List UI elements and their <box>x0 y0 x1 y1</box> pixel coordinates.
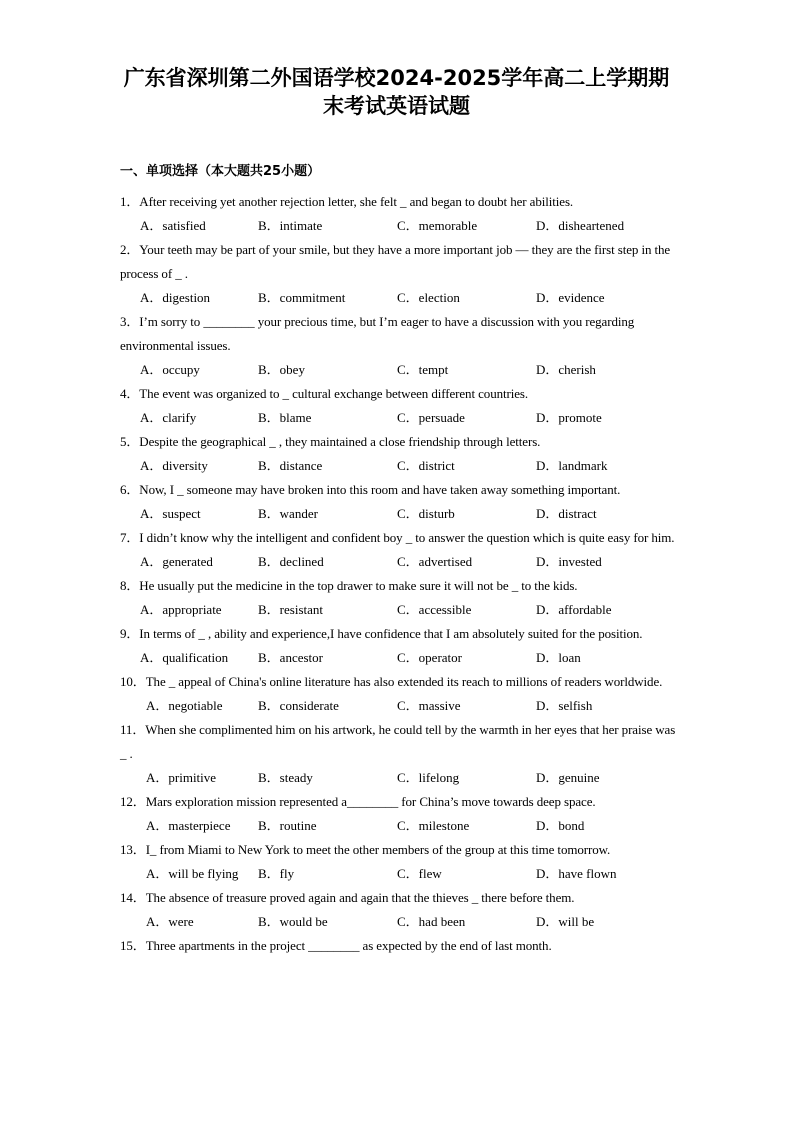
question-item <box>120 622 680 670</box>
question-item <box>120 310 680 382</box>
question-item <box>120 838 680 886</box>
option-d[interactable]: D．landmark <box>536 458 608 473</box>
option-b[interactable]: B．fly <box>258 866 295 881</box>
option-c[interactable]: C．advertised <box>397 554 473 569</box>
option-a[interactable]: A．qualification <box>140 650 229 665</box>
option-d[interactable]: D．disheartened <box>536 218 625 233</box>
option-row <box>120 358 680 382</box>
question-stem: 9．In terms of _ , ability and experience,I have confidence that I am absolutely suited for the position. <box>120 626 643 641</box>
option-row <box>120 502 680 526</box>
option-a[interactable]: A．primitive <box>146 770 217 785</box>
option-a[interactable]: A．masterpiece <box>146 818 231 833</box>
option-d[interactable]: D．genuine <box>536 770 600 785</box>
question-stem: 8．He usually put the medicine in the top drawer to make sure it will not be _ to the kids. <box>120 578 578 593</box>
option-c[interactable]: C．lifelong <box>397 770 460 785</box>
option-a[interactable]: A．suspect <box>140 506 201 521</box>
option-b[interactable]: B．declined <box>258 554 324 569</box>
option-row <box>120 214 680 238</box>
option-a[interactable]: A．appropriate <box>140 602 222 617</box>
question-item <box>120 670 680 718</box>
option-a[interactable]: A．digestion <box>140 290 211 305</box>
option-a[interactable]: A．satisfied <box>140 218 206 233</box>
option-a[interactable]: A．occupy <box>140 362 200 377</box>
option-row <box>120 598 680 622</box>
question-stem: 14．The absence of treasure proved again and again that the thieves _ there before them. <box>120 890 575 905</box>
question-item <box>120 886 680 934</box>
option-b[interactable]: B．considerate <box>258 698 339 713</box>
option-c[interactable]: C．persuade <box>397 410 465 425</box>
option-a[interactable]: A．negotiable <box>146 698 223 713</box>
option-d[interactable]: D．affordable <box>536 602 612 617</box>
option-d[interactable]: D．distract <box>536 506 597 521</box>
section-heading: 一、单项选择（本大题共25小题） <box>120 164 321 179</box>
title-line-2: 末考试英语试题 <box>323 94 470 118</box>
option-b[interactable]: B．blame <box>258 410 312 425</box>
option-a[interactable]: A．clarify <box>140 410 197 425</box>
question-stem: 6．Now, I _ someone may have broken into this room and have taken away something important. <box>120 482 621 497</box>
option-d[interactable]: D．evidence <box>536 290 605 305</box>
title-line-1: 广东省深圳第二外国语学校2024-2025学年高二上学期期 <box>123 66 670 90</box>
option-d[interactable]: D．bond <box>536 818 585 833</box>
option-a[interactable]: A．will be flying <box>146 866 239 881</box>
option-c[interactable]: C．massive <box>397 698 461 713</box>
question-stem: 1．After receiving yet another rejection letter, she felt _ and began to doubt her abilities. <box>120 194 574 209</box>
option-b[interactable]: B．would be <box>258 914 328 929</box>
option-a[interactable]: A．generated <box>140 554 213 569</box>
option-c[interactable]: C．accessible <box>397 602 472 617</box>
option-b[interactable]: B．steady <box>258 770 313 785</box>
question-stem: 4．The event was organized to _ cultural exchange between different countries. <box>120 386 529 401</box>
option-row <box>120 814 680 838</box>
option-row <box>120 454 680 478</box>
question-stem: 2．Your teeth may be part of your smile, but they have a more important job — they are the first step in the process of _ . <box>120 242 671 281</box>
option-d[interactable]: D．have flown <box>536 866 617 881</box>
option-d[interactable]: D．will be <box>536 914 595 929</box>
question-stem: 7．I didn’t know why the intelligent and confident boy _ to answer the question which is quite easy for him. <box>120 530 675 545</box>
question-item <box>120 934 680 958</box>
option-c[interactable]: C．election <box>397 290 460 305</box>
option-row <box>120 862 680 886</box>
option-d[interactable]: D．selfish <box>536 698 593 713</box>
option-d[interactable]: D．cherish <box>536 362 596 377</box>
question-item <box>120 382 680 430</box>
option-c[interactable]: C．disturb <box>397 506 455 521</box>
question-stem: 13．I_ from Miami to New York to meet the other members of the group at this time tomorrow. <box>120 842 611 857</box>
option-b[interactable]: B．intimate <box>258 218 323 233</box>
option-b[interactable]: B．wander <box>258 506 318 521</box>
question-item <box>120 790 680 838</box>
question-item <box>120 190 680 238</box>
option-b[interactable]: B．obey <box>258 362 305 377</box>
option-row <box>120 646 680 670</box>
question-stem: 12．Mars exploration mission represented a________ for China’s move towards deep space. <box>120 794 596 809</box>
option-c[interactable]: C．had been <box>397 914 466 929</box>
question-item <box>120 478 680 526</box>
question-item <box>120 574 680 622</box>
question-stem: 15．Three apartments in the project ________ as expected by the end of last month. <box>120 938 552 953</box>
question-list <box>120 190 680 958</box>
question-item <box>120 430 680 478</box>
question-stem: 10．The _ appeal of China's online literature has also extended its reach to millions of readers worldwide. <box>120 674 663 689</box>
question-stem: 5．Despite the geographical _ , they maintained a close friendship through letters. <box>120 434 541 449</box>
question-item <box>120 526 680 574</box>
question-stem: 11．When she complimented him on his artwork, he could tell by the warmth in her eyes that her praise was _ . <box>120 722 676 761</box>
option-d[interactable]: D．loan <box>536 650 581 665</box>
option-d[interactable]: D．promote <box>536 410 602 425</box>
option-c[interactable]: C．tempt <box>397 362 449 377</box>
option-c[interactable]: C．milestone <box>397 818 470 833</box>
option-b[interactable]: B．commitment <box>258 290 346 305</box>
option-b[interactable]: B．resistant <box>258 602 323 617</box>
question-item <box>120 718 680 790</box>
option-c[interactable]: C．flew <box>397 866 442 881</box>
option-d[interactable]: D．invested <box>536 554 602 569</box>
option-b[interactable]: B．ancestor <box>258 650 323 665</box>
option-row <box>120 766 680 790</box>
option-c[interactable]: C．memorable <box>397 218 478 233</box>
option-a[interactable]: A．were <box>146 914 194 929</box>
option-a[interactable]: A．diversity <box>140 458 208 473</box>
option-row <box>120 550 680 574</box>
option-row <box>120 694 680 718</box>
option-c[interactable]: C．district <box>397 458 455 473</box>
question-stem: 3．I’m sorry to ________ your precious time, but I’m eager to have a discussion with you regarding environmental issues. <box>120 314 635 353</box>
option-row <box>120 286 680 310</box>
option-row <box>120 406 680 430</box>
option-b[interactable]: B．distance <box>258 458 323 473</box>
option-row <box>120 910 680 934</box>
question-item <box>120 238 680 310</box>
option-b[interactable]: B．routine <box>258 818 317 833</box>
page-title <box>90 64 703 120</box>
option-c[interactable]: C．operator <box>397 650 462 665</box>
